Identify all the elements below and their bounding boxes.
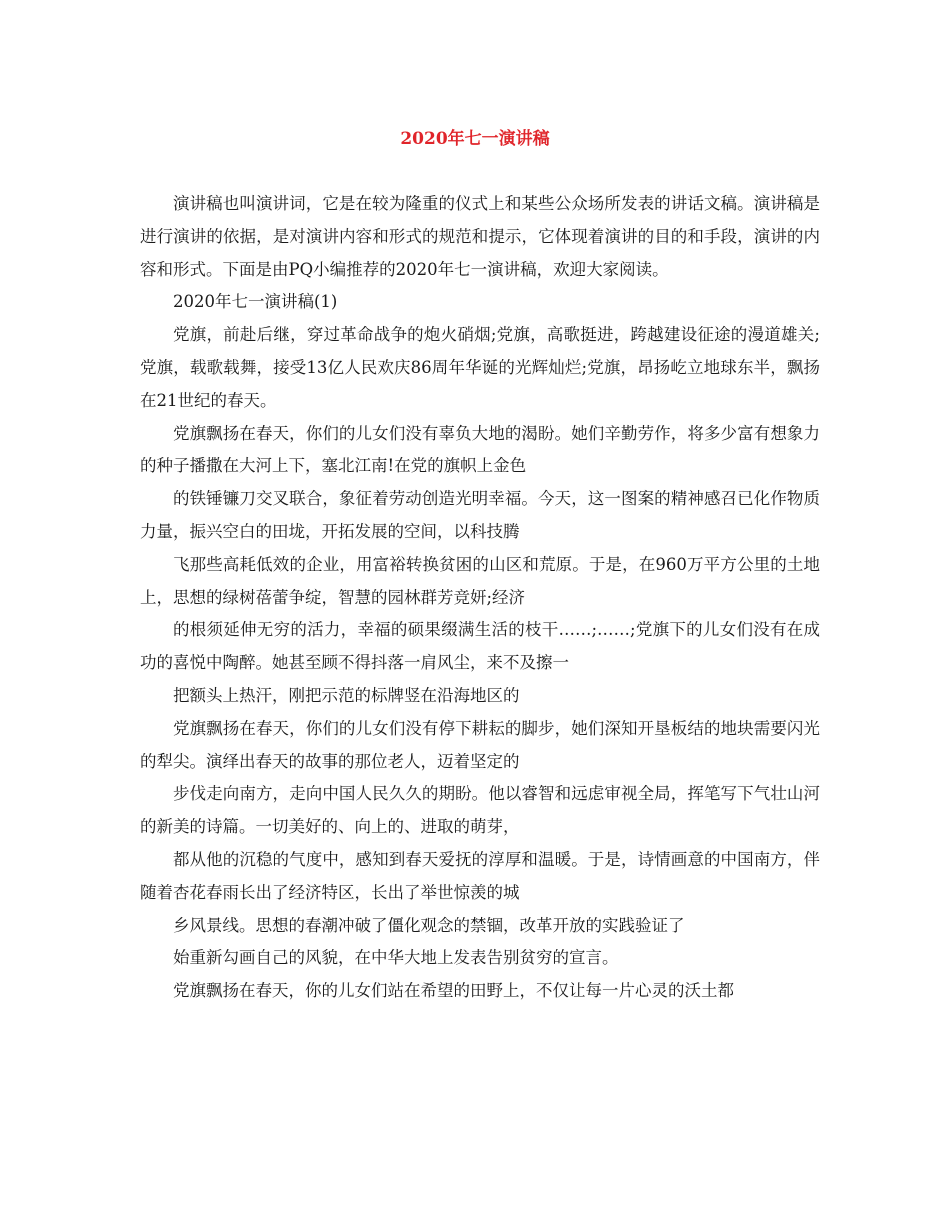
paragraph: 都从他的沉稳的气度中，感知到春天爱抚的淳厚和温暖。于是，诗情画意的中国南方，伴随着杏花春雨长出了经济特区，长出了举世惊羡的城 bbox=[140, 849, 820, 902]
paragraph: 飞那些高耗低效的企业，用富裕转换贫困的山区和荒原。于是，在960万平方公里的土地上，思想的绿树蓓蕾争绽，智慧的园林群芳竞妍;经济 bbox=[140, 554, 820, 607]
document-title: 2020年七一演讲稿 bbox=[400, 129, 550, 149]
document-body bbox=[140, 188, 820, 1008]
section-heading: 2020年七一演讲稿(1) bbox=[173, 292, 338, 312]
paragraph: 党旗飘扬在春天，你的儿女们站在希望的田野上，不仅让每一片心灵的沃土都 bbox=[173, 981, 734, 1001]
paragraph: 党旗，前赴后继，穿过革命战争的炮火硝烟;党旗，高歌挺进，跨越建设征途的漫道雄关;党旗，载歌载舞，接受13亿人民欢庆86周年华诞的光辉灿烂;党旗，昂扬屹立地球东半，飘扬在21世纪的春天。 bbox=[140, 325, 820, 410]
paragraph: 把额头上热汗，刚把示范的标牌竖在沿海地区的 bbox=[173, 685, 520, 705]
paragraph: 党旗飘扬在春天，你们的儿女们没有辜负大地的渴盼。她们辛勤劳作，将多少富有想象力的种子播撒在大河上下，塞北江南!在党的旗帜上金色 bbox=[140, 423, 820, 476]
paragraph: 的根须延伸无穷的活力，幸福的硕果缀满生活的枝干……;……;党旗下的儿女们没有在成功的喜悦中陶醉。她甚至顾不得抖落一肩风尘，来不及擦一 bbox=[140, 620, 820, 673]
paragraph-intro: 演讲稿也叫演讲词，它是在较为隆重的仪式上和某些公众场所发表的讲话文稿。演讲稿是进行演讲的依据，是对演讲内容和形式的规范和提示，它体现着演讲的目的和手段，演讲的内容和形式。下面是由PQ小编推荐的2020年七一演讲稿，欢迎大家阅读。 bbox=[140, 194, 820, 279]
paragraph: 步伐走向南方，走向中国人民久久的期盼。他以睿智和远虑审视全局，挥笔写下气壮山河的新美的诗篇。一切美好的、向上的、进取的萌芽， bbox=[140, 784, 820, 837]
paragraph: 始重新勾画自己的风貌，在中华大地上发表告别贫穷的宣言。 bbox=[173, 948, 619, 968]
paragraph: 党旗飘扬在春天，你们的儿女们没有停下耕耘的脚步，她们深知开垦板结的地块需要闪光的犁尖。演绎出春天的故事的那位老人，迈着坚定的 bbox=[140, 718, 820, 771]
paragraph: 乡风景线。思想的春潮冲破了僵化观念的禁锢，改革开放的实践验证了 bbox=[173, 915, 685, 935]
paragraph: 的铁锤镰刀交叉联合，象征着劳动创造光明幸福。今天，这一图案的精神感召已化作物质力量，振兴空白的田垅，开拓发展的空间，以科技腾 bbox=[140, 489, 820, 541]
